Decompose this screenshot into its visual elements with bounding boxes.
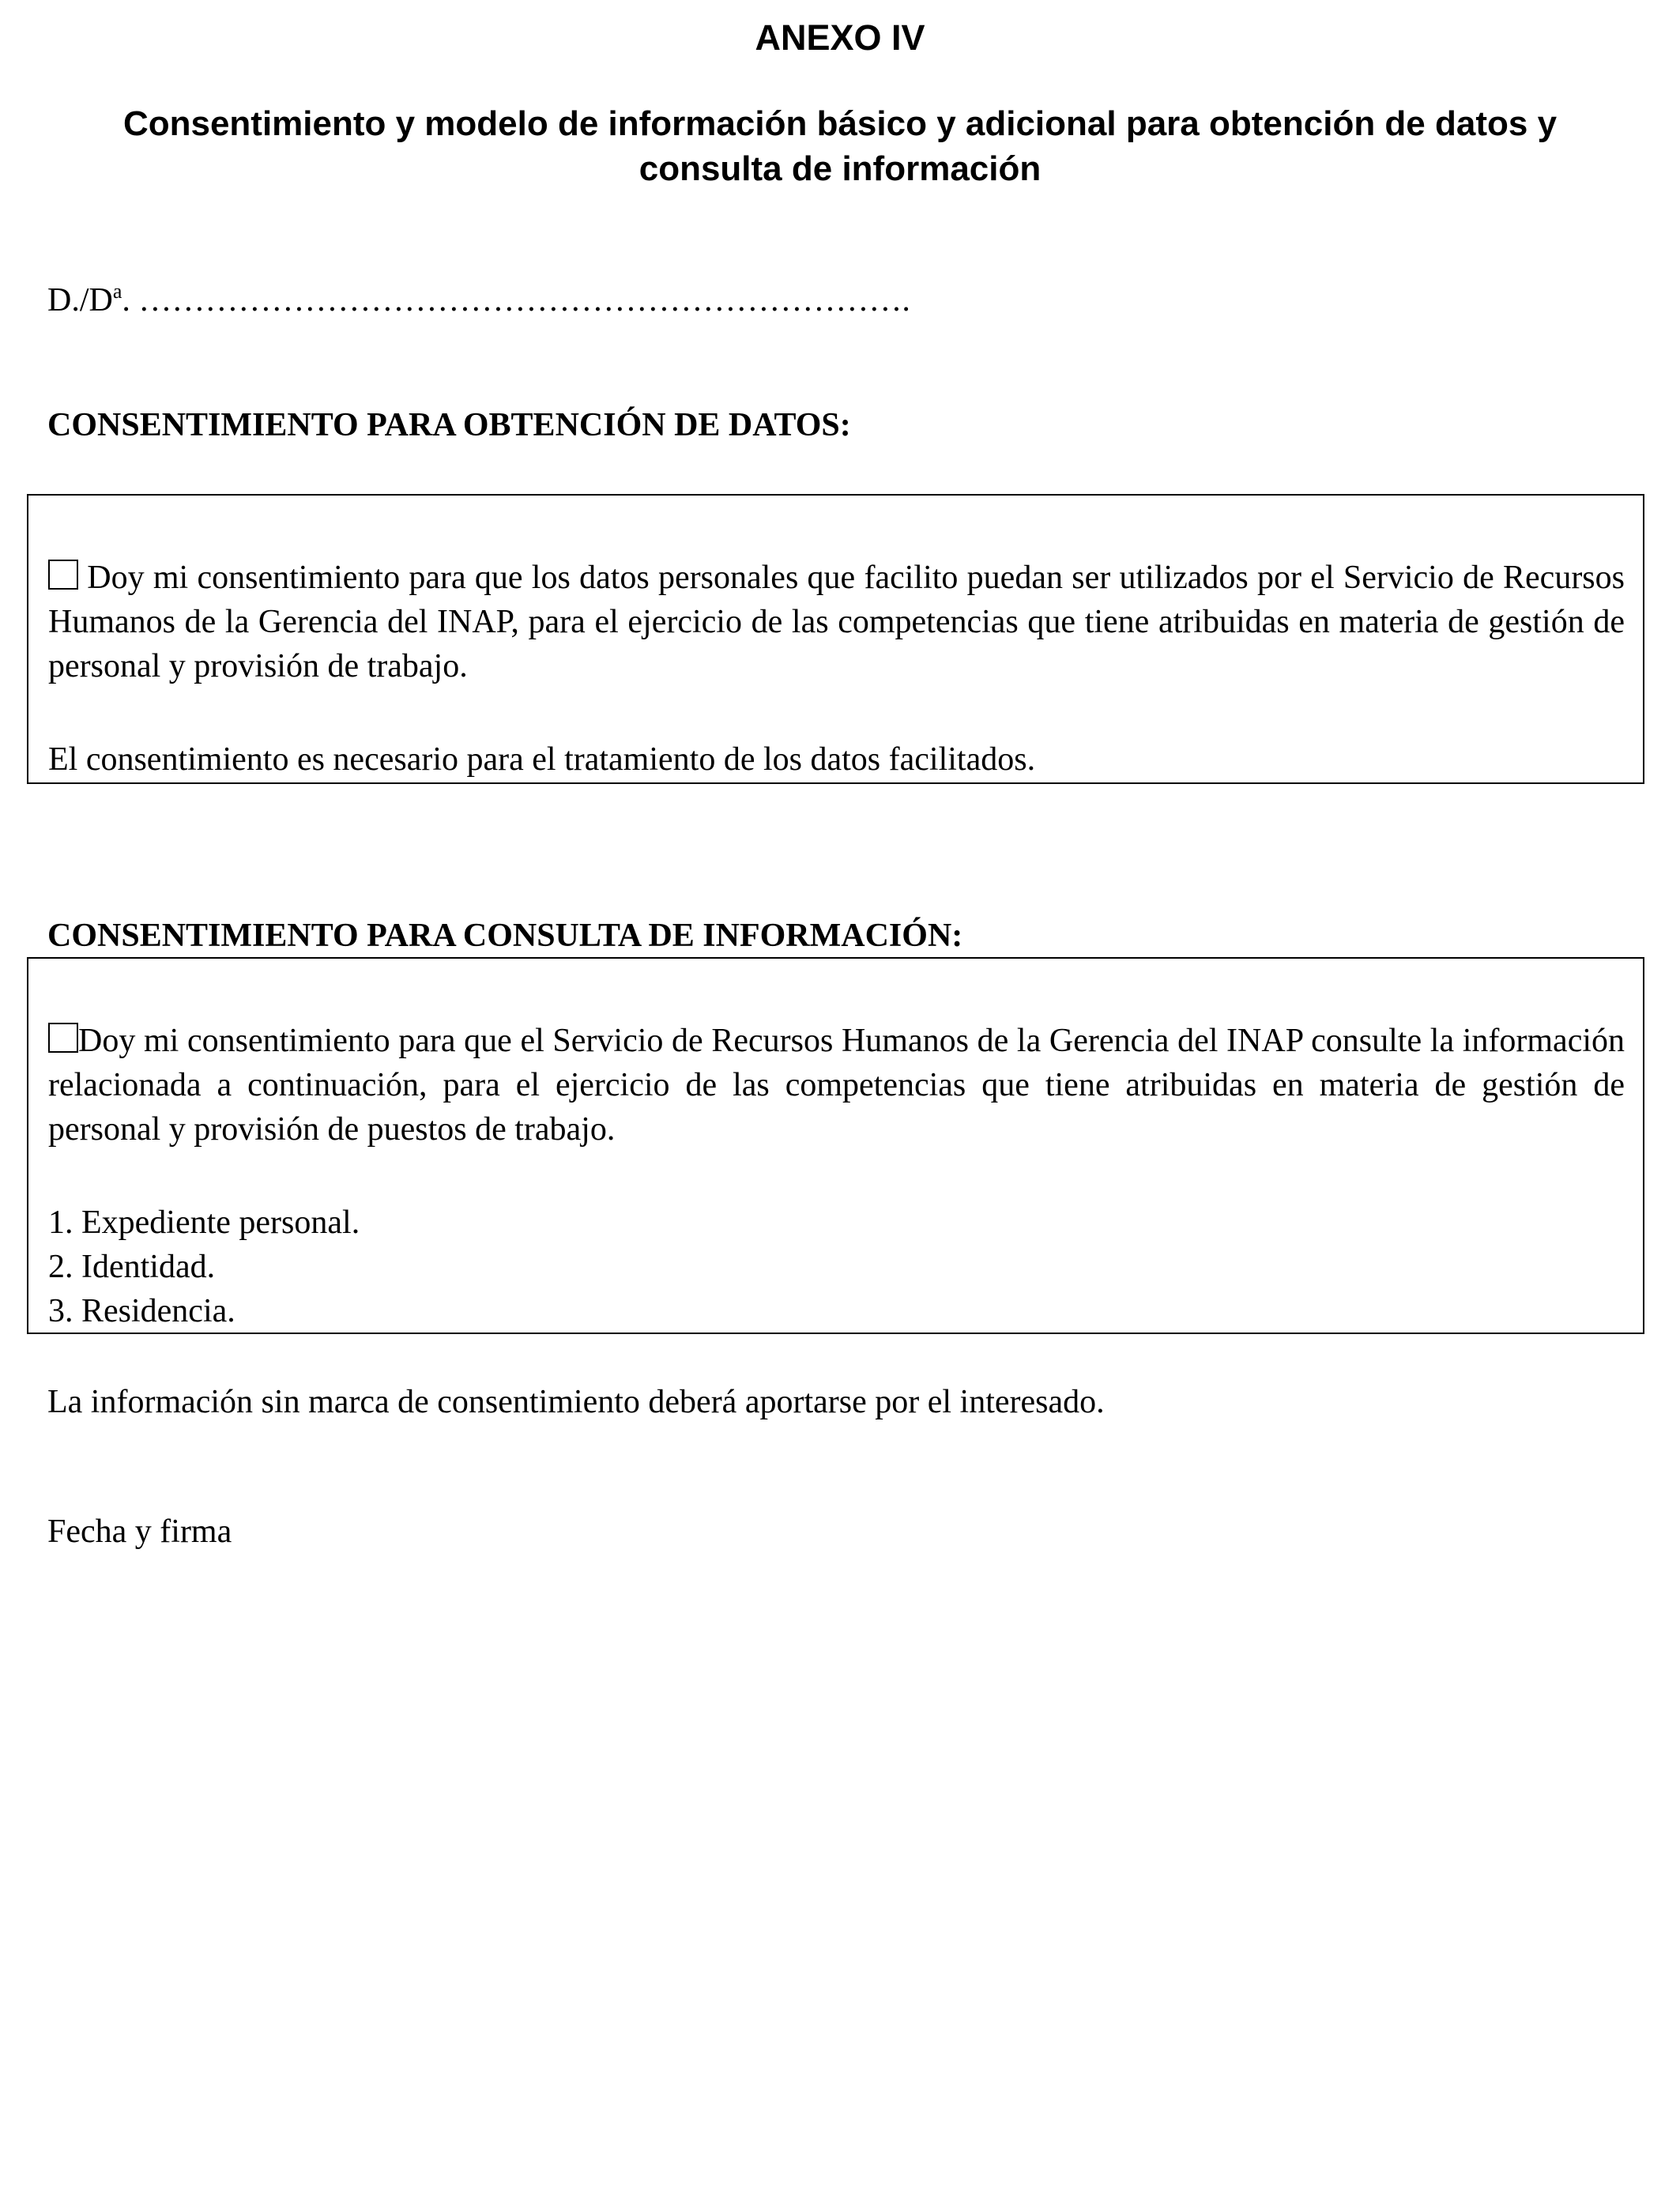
- info-consent-checkbox[interactable]: [48, 1023, 78, 1053]
- date-and-signature-label: Fecha y firma: [47, 1514, 232, 1550]
- applicant-label: D./D: [47, 282, 113, 319]
- data-consent-note: El consentimiento es necesario para el tratamiento de los datos facilitados.: [48, 741, 1036, 778]
- document-title-line-1: Consentimiento y modelo de información básico y adicional para obtención de datos y: [122, 104, 1558, 143]
- data-consent-checkbox[interactable]: [48, 560, 78, 590]
- applicant-label-superscript: a: [112, 280, 122, 303]
- data-consent-text: [48, 556, 1625, 688]
- data-consent-box: [27, 494, 1644, 784]
- applicant-name-field[interactable]: . …………………………………………………………….: [122, 282, 910, 319]
- applicant-name-line: [47, 278, 910, 322]
- info-consent-box: [27, 957, 1644, 1334]
- info-consent-list: [48, 1201, 360, 1333]
- missing-consent-notice: La información sin marca de consentimiento deberá aportarse por el interesado.: [47, 1384, 1105, 1420]
- info-consent-heading: CONSENTIMIENTO PARA CONSULTA DE INFORMACIÓN:: [47, 918, 963, 954]
- data-consent-heading: CONSENTIMIENTO PARA OBTENCIÓN DE DATOS:: [47, 407, 851, 443]
- info-consent-text: [48, 1019, 1625, 1152]
- list-item: 3. Residencia.: [48, 1293, 235, 1329]
- list-item: 2. Identidad.: [48, 1249, 216, 1285]
- document-title: [32, 101, 1648, 191]
- annex-title: ANEXO IV: [755, 17, 925, 58]
- document-title-line-2: consulta de información: [638, 149, 1042, 188]
- info-consent-statement: Doy mi consentimiento para que el Servicio de Recursos Humanos de la Gerencia del INAP consulte la información relacionada a continuación, para el ejercicio de las competencias que tiene atribuidas en materia de gestión de personal y provisión de puestos de trabajo.: [48, 1023, 1625, 1148]
- list-item: 1. Expediente personal.: [48, 1204, 360, 1241]
- data-consent-statement: Doy mi consentimiento para que los datos personales que facilito puedan ser utilizados por el Servicio de Recursos Humanos de la Gerencia del INAP, para el ejercicio de las competencias que tiene atribuidas en materia de gestión de personal y provisión de trabajo.: [48, 560, 1625, 684]
